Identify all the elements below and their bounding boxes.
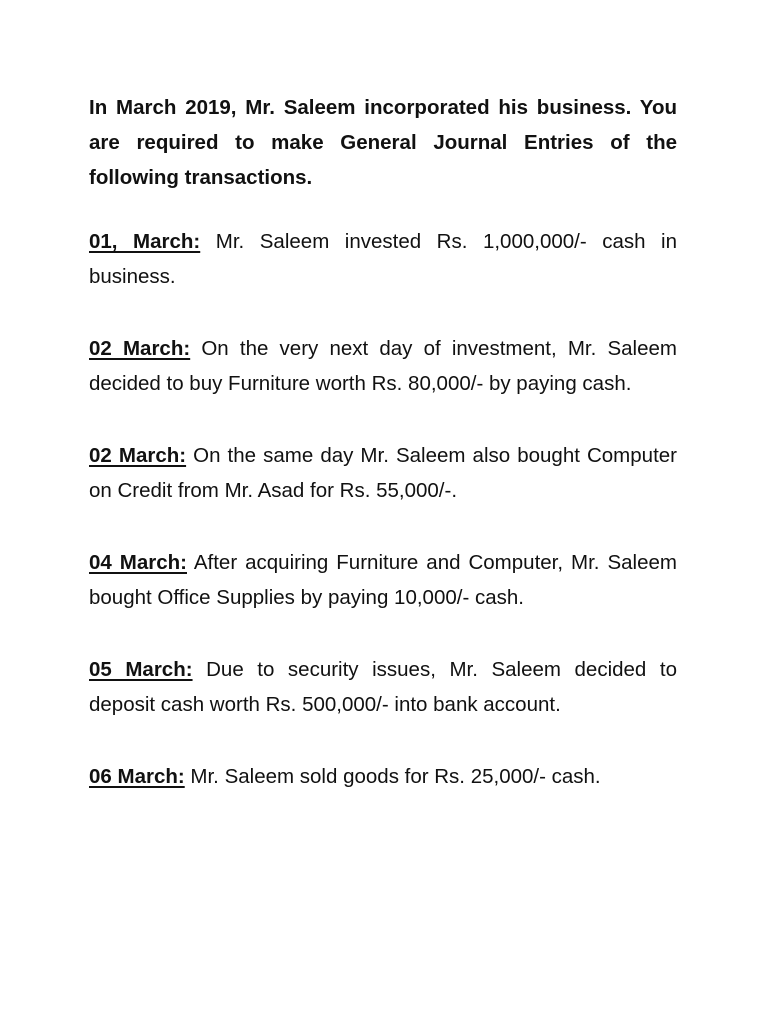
transaction-date: 01, March: (89, 230, 201, 253)
transaction-entry (89, 760, 677, 795)
intro-paragraph: In March 2019, Mr. Saleem incorporated his business. You are required to make General Journal Entries of the following transactions. (89, 96, 677, 189)
transaction-date: 02 March: (89, 444, 187, 467)
transaction-entry (89, 332, 677, 401)
transaction-entry (89, 439, 677, 508)
transaction-date: 04 March: (89, 551, 187, 574)
transaction-text: On the very next day of investment, Mr. Saleem decided to buy Furniture worth Rs. 80,000/- by paying cash. (89, 337, 677, 395)
document-page (89, 90, 677, 833)
transaction-entry (89, 225, 677, 294)
transaction-entry (89, 653, 677, 722)
transaction-text: On the same day Mr. Saleem also bought Computer on Credit from Mr. Asad for Rs. 55,000/-. (89, 444, 677, 502)
transaction-date: 02 March: (89, 337, 191, 360)
transaction-text: Due to security issues, Mr. Saleem decided to deposit cash worth Rs. 500,000/- into bank account. (89, 658, 677, 716)
transaction-date: 06 March: (89, 765, 185, 788)
transaction-text: Mr. Saleem sold goods for Rs. 25,000/- cash. (184, 765, 601, 788)
transaction-text: After acquiring Furniture and Computer, Mr. Saleem bought Office Supplies by paying 10,000/- cash. (89, 551, 677, 609)
transaction-date: 05 March: (89, 658, 193, 681)
transaction-entry (89, 546, 677, 615)
transaction-text: Mr. Saleem invested Rs. 1,000,000/- cash in business. (89, 230, 677, 288)
